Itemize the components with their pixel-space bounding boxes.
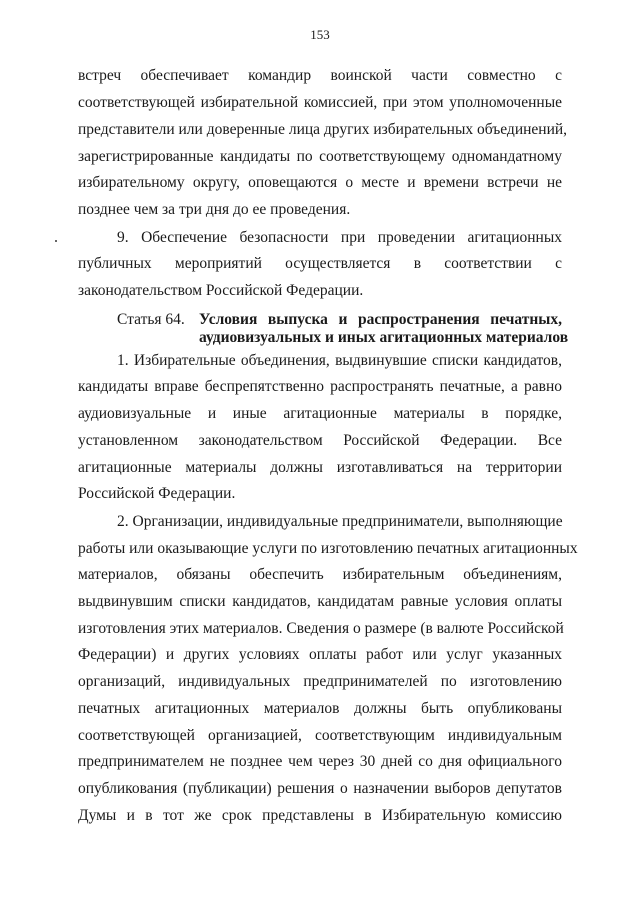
text-line: выдвинувшим списки кандидатов, кандидатам равные условия оплаты [78,593,562,610]
text-line: Федерации) и других условиях оплаты работ или услуг указанных [78,646,562,663]
article-title-line: аудиовизуальных и иных агитационных материалов [199,329,569,346]
text-line: представители или доверенные лица других избирательных объединений, [78,121,568,138]
text-line: организаций, индивидуальных предпринимателей по изготовлению [78,673,562,690]
article-title-line: Условия выпуска и распространения печатных, [199,311,562,328]
text-line: опубликования (публикации) решения о назначении выборов депутатов [78,780,562,797]
text-line: позднее чем за три дня до ее проведения. [78,201,351,218]
text-line: изготовления этих материалов. Сведения о размере (в валюте Российской [78,620,564,637]
page-number: 153 [310,27,330,42]
text-line: избирательному округу, оповещаются о месте и времени встречи не [78,174,562,191]
text-line: аудиовизуальные и иные агитационные материалы в порядке, [78,405,562,422]
text-line: печатных агитационных материалов должны быть опубликованы [78,700,562,717]
text-line: агитационные материалы должны изготавливаться на территории [78,459,562,476]
text-line: встреч обеспечивает командир воинской части совместно с [78,67,562,84]
article-label: Статья 64. [117,311,185,328]
text-line: публичных мероприятий осуществляется в соответствии с [78,255,562,272]
text-line: 1. Избирательные объединения, выдвинувшие списки кандидатов, [117,352,562,369]
text-line: соответствующей организацией, соответствующим индивидуальным [78,727,562,744]
scan-speck [55,240,57,242]
text-line: зарегистрированные кандидаты по соответствующему одномандатному [78,148,562,165]
text-line: предпринимателем не позднее чем через 30 дней со дня официального [78,753,562,770]
text-line: 2. Организации, индивидуальные предприниматели, выполняющие [117,513,563,530]
text-line: 9. Обеспечение безопасности при проведении агитационных [117,229,562,246]
text-line: Российской Федерации. [78,485,236,502]
text-line: законодательством Российской Федерации. [78,282,364,299]
text-line: установленном законодательством Российской Федерации. Все [78,432,562,449]
text-line: Думы и в тот же срок представлены в Избирательную комиссию [78,807,562,824]
text-line: работы или оказывающие услуги по изготовлению печатных агитационных [78,540,578,557]
text-line: соответствующей избирательной комиссией, при этом уполномоченные [78,94,562,111]
text-line: кандидаты вправе беспрепятственно распространять печатные, а равно [78,378,562,395]
text-line: материалов, обязаны обеспечить избирательным объединениям, [78,566,562,583]
